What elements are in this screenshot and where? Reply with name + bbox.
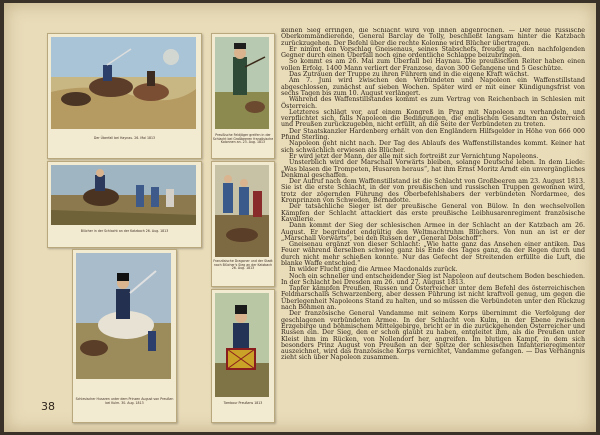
paragraph: Letzteres schlägt vor, auf einem Kongreß in Prag mit Napoleon zu verhandeln, und verpflichtet sich, falls Napoleon die Bedingungen, die englischen Gesandten an Österreich und Preußen zurückzugeben, nicht erfüllt, an die Seite der Verbündeten zu treten. xyxy=(281,108,585,129)
picture-card-grossbeeren xyxy=(211,33,275,159)
paragraph: Er nimmt den Vorschlag Gneisenaus, seines Stabschefs, freudig an, den nachfolgenden Gegner durch einen Überfall noch eine ordentliche Schlappe beizubringen. xyxy=(281,45,585,60)
paragraph: Der Staatskanzler Hardenberg erhält von den Engländern Hilfsgelder in Höhe von 666 000 Pfund Sterling. xyxy=(281,127,585,142)
paragraph: Noch ein schneller und entscheidender Sieg ist Napoleon auf deutschem Boden beschieden. In der Schlacht bei Dresden am 26. und 27. August 1813. xyxy=(281,272,585,286)
paragraph: Napoleon geht nicht nach. Der Tag des Ablaufs des Waffenstillstandes kommt. Keiner hat sich schwächlich erwiesen als Blücher. xyxy=(281,140,585,154)
paragraph: Am 7. Juni wird zwischen den Verbündeten und Napoleon ein Waffenstillstand abgeschlossen, zunächst auf sieben Wochen. Später wird er mit einer Kündigungsfrist von sechs Tagen bis zum 10. August verlängert. xyxy=(281,77,585,97)
paragraph: Während des Waffenstillstandes kommt es zum Vertrag von Reichenbach in Schlesien mit Österreich. xyxy=(281,96,585,110)
paragraph: In wilder Flucht ging die Armee Macdonalds zurück. xyxy=(289,266,458,274)
caption: Tambour Preußens 1813 xyxy=(223,401,263,405)
dragoon-illustration xyxy=(215,165,269,257)
paragraph: Dann kommt der Sieg der schlesischen Armee in der Schlacht an der Katzbach am 26. August. Er begründet endgültig den Weltmachtruhm Blüchers. Von nun an ist er der „Marschall Vorwärts“, bei den Russen der „General Dolschoff“. xyxy=(281,222,585,242)
paragraph: Der französische General Vandamme mit seinem Korps übernimmt die Verfolgung der geschlagenen verbündeten Armee. In der Schlacht von Kulm, in der Ebene zwischen Erzgebirge und böhmischem Mittelgebirge, bricht er in die zurückgehenden Österreicher und Russen ein. Der Sieg, den er schon glaubt zu haben, entgleitet ihm, als die Preußen unter Kleist ihm im Rücken, von Nollendorf her, angreifen. Im blutigen Kampf, in dem sich besonders Prinz August von Preußen an der Spitze der schlesischen Infanterieregimenter auszeichnet, wird das französische Korps vernichtet, Vandamme gefangen. — Das Verhängnis zieht sich über Napoleon zusammen. xyxy=(281,310,585,362)
paragraph: keinen Sieg erringen, die Schlacht wird von ihnen abgebrochen. — Der neue russische Oberkommandierende, General Barclay de Tolly, beschließt langsam hinter die Katzbach zurückzugehen. Der Befehl über die rechte Kolonne wird Blücher übertragen. xyxy=(281,28,585,47)
hussar-charge-illustration xyxy=(76,253,171,379)
caption: Der Überfall bei Haynau. 26. Mai 1813 xyxy=(93,136,156,140)
paragraph: Der Aufruf nach dem Waffenstillstand ist die Schlacht von Großbeeren am 23. August 1813. Sie ist die erste Schlacht, in der von preußischen und russischen Truppen gewonnen wird, trotz der zögernden Führung des Oberbefehlshabers der verbündeten Nordarmee, des Kronprinzen von Schweden, Bernadotte. xyxy=(281,178,585,205)
caption: Blücher in der Schlacht an der Katzbach 26. Aug. 1813 xyxy=(80,229,169,233)
picture-card-tambour xyxy=(211,289,275,423)
page-number: 38 xyxy=(41,400,55,413)
paragraph: Der tatsächliche Sieger ist der preußische General von Bülow. In den wechselvollen Kämpfen der Schlacht attackiert das erste preußische Leibhusarenregiment französische Kavallerie. xyxy=(281,203,585,223)
picture-card-bluecher-katzbach xyxy=(47,161,202,248)
paragraph: Unsterblich wird der Marschall Vorwärts bleiben, solange Deutsche leben. In dem Liede: „Was blasen die Trompeten, Husaren heraus“, hat ihm Ernst Moritz Arndt ein unvergängliches Denkmal geschaffen. xyxy=(281,159,585,179)
picture-card-haynau xyxy=(47,33,202,159)
jaeger-illustration xyxy=(215,37,269,129)
caption: Schlesischer Husaren unter dem Prinzen August von Preußen bei Kulm. 30. Aug. 1813 xyxy=(75,397,174,405)
album-page xyxy=(4,3,596,432)
bluecher-battle-illustration xyxy=(51,165,196,225)
picture-card-kulm xyxy=(72,249,177,423)
picture-card-dragoner xyxy=(211,161,275,287)
paragraph: Das Zutrauen der Truppe zu ihren Führern und in die eigene Kraft wächst. xyxy=(289,71,530,79)
drummer-illustration xyxy=(215,293,269,397)
paragraph: Tapfer kämpfen Preußen, Russen und Österreicher unter dem Befehl des österreichischen Feldmarschalls Schwarzenberg, aber dessen Führung ist nicht kraftvoll genug, um gegen die Überlegenheit Napoleons Stand zu halten, und so müssen die Verbündeten unter den Rückzug nach Böhmen an. xyxy=(281,285,585,312)
caption: Preußische Feldjäger greifen in der Schlacht bei Großbeeren französische Kolonnen an. 23. Aug. 1813 xyxy=(212,133,274,145)
paragraph: Gneisenau ergänzt von dieser Schlacht: „Wie hatte ganz das Ansehen einer antiken. Das Feuer während derselben schwieg ganz bis Ende des Tages ganz, da der Regen durch und durch nicht mehr schießen konnte. Nur das Gefecht der Streitenden erfüllte die Luft, die blanke Waffe entschied.“ xyxy=(281,241,585,267)
paragraph: Er wird jetzt der Mann, der alle mit sich fortreißt zur Vernichtung Napoleons. xyxy=(289,152,539,160)
paragraph: So kommt es am 26. Mai zum Überfall bei Haynau. Die preußischen Reiter haben einen vollen Erfolg. 1400 Mann verliert der Franzose, davon 300 Gefangene und 5 Geschütze. xyxy=(281,58,585,72)
cavalry-charge-illustration xyxy=(51,37,196,129)
caption: Französische Dragoner und der Stadt nach Blücher's Sieg an der Katzbach 26. Aug. 1813 xyxy=(213,259,273,271)
body-text xyxy=(281,28,585,420)
